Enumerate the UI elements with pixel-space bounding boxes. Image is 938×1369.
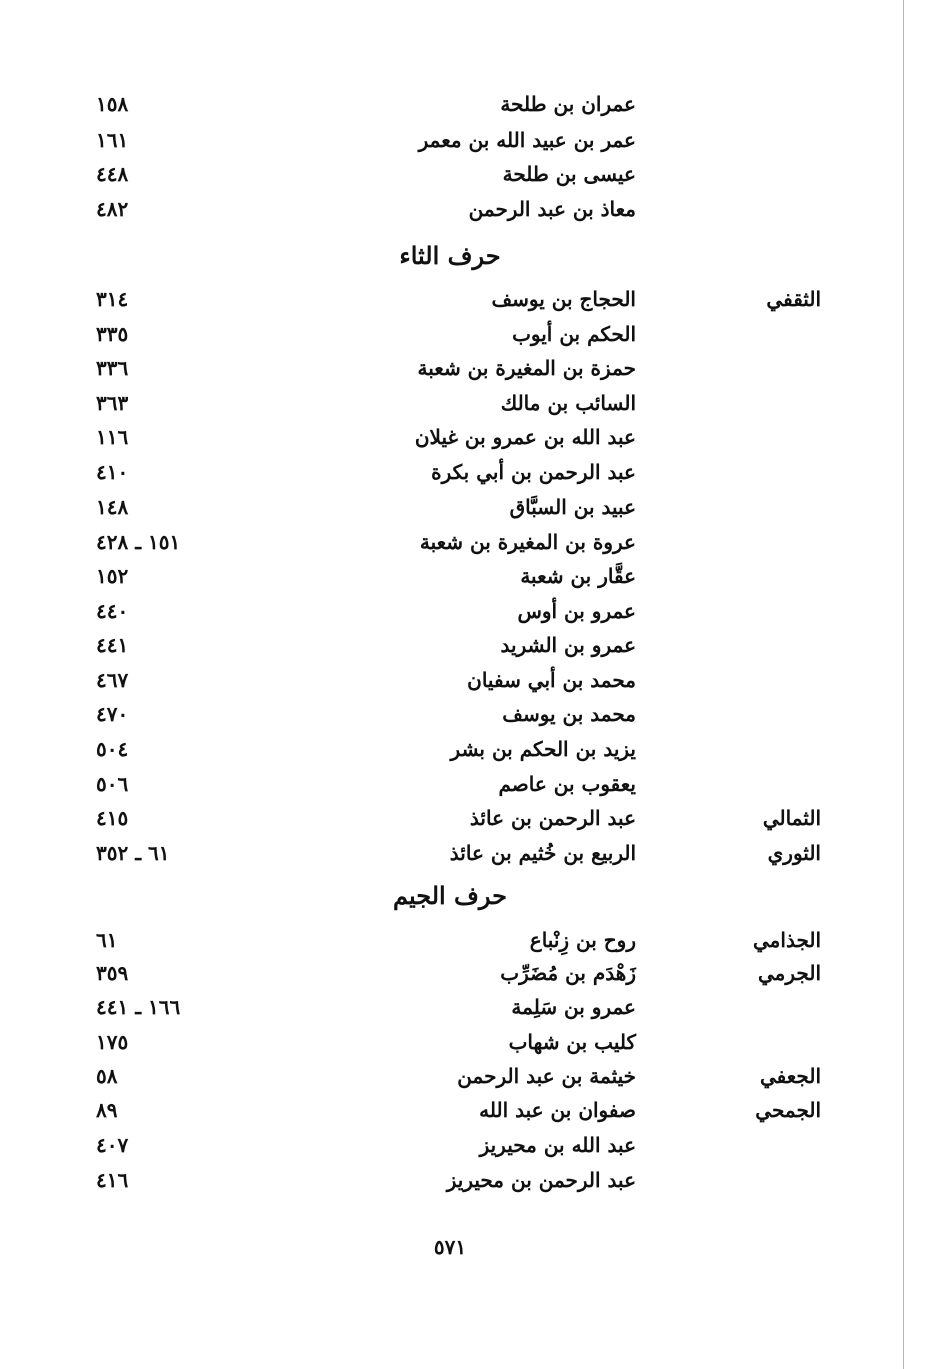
entry-pages: ١٧٥ [96,1030,129,1054]
entry-pages: ٤٨٢ [96,197,129,221]
entry-nisba [661,560,821,592]
entry-pages: ١٥١ ـ ٤٢٨ [96,530,181,554]
entry-nisba [661,768,821,800]
section-heading [0,876,938,916]
entry-nisba: الثمالي [762,806,821,830]
section-heading [0,236,938,276]
entry-nisba [661,491,821,523]
entry-name: عبيد بن السبَّاق [509,495,636,519]
index-entry [0,802,938,834]
index-entry [0,698,938,730]
index-entry [0,1129,938,1161]
entry-name: زَهْدَم بن مُضَرِّب [500,961,636,985]
index-entry [0,421,938,453]
index-entry [0,1094,938,1126]
entry-nisba [661,664,821,696]
index-entry [0,88,938,120]
entry-name: عبد الرحمن بن أبي بكرة [431,460,636,484]
entry-pages: ٤٦٧ [96,668,129,692]
index-entry [0,158,938,190]
entry-name: عروة بن المغيرة بن شعبة [419,530,636,554]
index-entry [0,456,938,488]
entry-name: عمرو بن الشريد [500,633,636,657]
index-entry [0,1060,938,1092]
entry-nisba [661,387,821,419]
entry-nisba [661,1026,821,1058]
entry-nisba: الثوري [767,841,821,865]
index-entry [0,193,938,225]
entry-pages: ١١٦ [96,425,129,449]
entry-name: السائب بن مالك [500,391,636,415]
entry-nisba: الجمحي [755,1098,821,1122]
index-entry [0,1164,938,1196]
entry-name: عقَّار بن شعبة [520,564,636,588]
entry-pages: ٣١٤ [96,287,129,311]
entry-pages: ١٥٢ [96,564,129,588]
index-entry [0,491,938,523]
index-entry [0,560,938,592]
entry-pages: ٣٥٩ [96,961,129,985]
entry-name: الحكم بن أيوب [512,322,636,346]
entry-nisba [661,595,821,627]
index-entry [0,1026,938,1058]
entry-nisba [661,991,821,1023]
entry-name: خيثمة بن عبد الرحمن [457,1064,636,1088]
index-entry [0,664,938,696]
entry-pages: ٥٠٦ [96,772,129,796]
entry-nisba: الجرمي [758,961,821,985]
entry-nisba [661,318,821,350]
entry-nisba [661,352,821,384]
entry-nisba: الجعفي [760,1064,821,1088]
index-entry [0,733,938,765]
index-entry [0,991,938,1023]
entry-nisba [661,733,821,765]
entry-nisba [661,88,821,120]
entry-pages: ٦١ [96,928,118,952]
entry-pages: ٣٣٥ [96,322,129,346]
entry-nisba [661,1129,821,1161]
entry-name: عمر بن عبيد الله بن معمر [418,128,636,152]
entry-nisba [661,1164,821,1196]
entry-name: صفوان بن عبد الله [479,1098,636,1122]
entry-nisba [661,629,821,661]
index-entry [0,595,938,627]
index-entry [0,837,938,869]
index-entry [0,957,938,989]
entry-pages: ١٤٨ [96,495,129,519]
page-number-text: ٥٧١ [433,1235,467,1259]
entry-name: معاذ بن عبد الرحمن [468,197,636,221]
index-entry [0,924,938,956]
entry-pages: ٤٧٠ [96,702,129,726]
entry-name: يعقوب بن عاصم [498,772,636,796]
entry-pages: ٥٠٤ [96,737,129,761]
entry-name: عيسى بن طلحة [502,162,636,186]
entry-nisba: الثقفي [766,287,821,311]
index-entry [0,352,938,384]
entry-name: عمران بن طلحة [500,92,636,116]
index-entry [0,318,938,350]
entry-pages: ٣٦٣ [96,391,129,415]
index-entry [0,124,938,156]
entry-name: كليب بن شهاب [508,1030,636,1054]
entry-pages: ١٥٨ [96,92,129,116]
entry-name: الحجاج بن يوسف [491,287,636,311]
entry-name: عبد الرحمن بن محيريز [446,1168,636,1192]
entry-name: يزيد بن الحكم بن بشر [450,737,636,761]
entry-pages: ٤٤٨ [96,162,129,186]
entry-nisba [661,421,821,453]
entry-name: حمزة بن المغيرة بن شعبة [417,356,636,380]
entry-pages: ٥٨ [96,1064,118,1088]
entry-pages: ٤٤٠ [96,599,129,623]
index-entry [0,629,938,661]
entry-pages: ٨٩ [96,1098,118,1122]
entry-nisba [661,158,821,190]
entry-name: عبد الله بن عمرو بن غيلان [414,425,636,449]
entry-name: عبد الرحمن بن عائذ [469,806,636,830]
entry-name: محمد بن أبي سفيان [467,668,636,692]
index-entry [0,283,938,315]
entry-pages: ٦١ ـ ٣٥٢ [96,841,170,865]
section-heading-text: حرف الثاء [399,241,501,270]
entry-pages: ٤١٠ [96,460,129,484]
entry-nisba [661,526,821,558]
page-number [0,1232,938,1262]
entry-nisba: الجذامي [753,928,821,952]
index-entry [0,526,938,558]
entry-nisba [661,124,821,156]
index-entry [0,768,938,800]
entry-pages: ١٦١ [96,128,129,152]
entry-pages: ٤١٦ [96,1168,129,1192]
entry-nisba [661,193,821,225]
entry-name: عمرو بن أوس [517,599,636,623]
entry-name: محمد بن يوسف [502,702,636,726]
entry-nisba [661,456,821,488]
section-heading-text: حرف الجيم [393,881,507,910]
entry-name: الربيع بن خُثيم بن عائذ [449,841,636,865]
entry-pages: ٣٣٦ [96,356,129,380]
entry-pages: ٤١٥ [96,806,129,830]
entry-name: عمرو بن سَلِمة [511,995,636,1019]
entry-name: روح بن زِنْباع [529,928,636,952]
entry-nisba [661,698,821,730]
entry-pages: ١٦٦ ـ ٤٤١ [96,995,181,1019]
entry-pages: ٤٤١ [96,633,129,657]
entry-pages: ٤٠٧ [96,1133,129,1157]
index-entry [0,387,938,419]
entry-name: عبد الله بن محيريز [479,1133,636,1157]
